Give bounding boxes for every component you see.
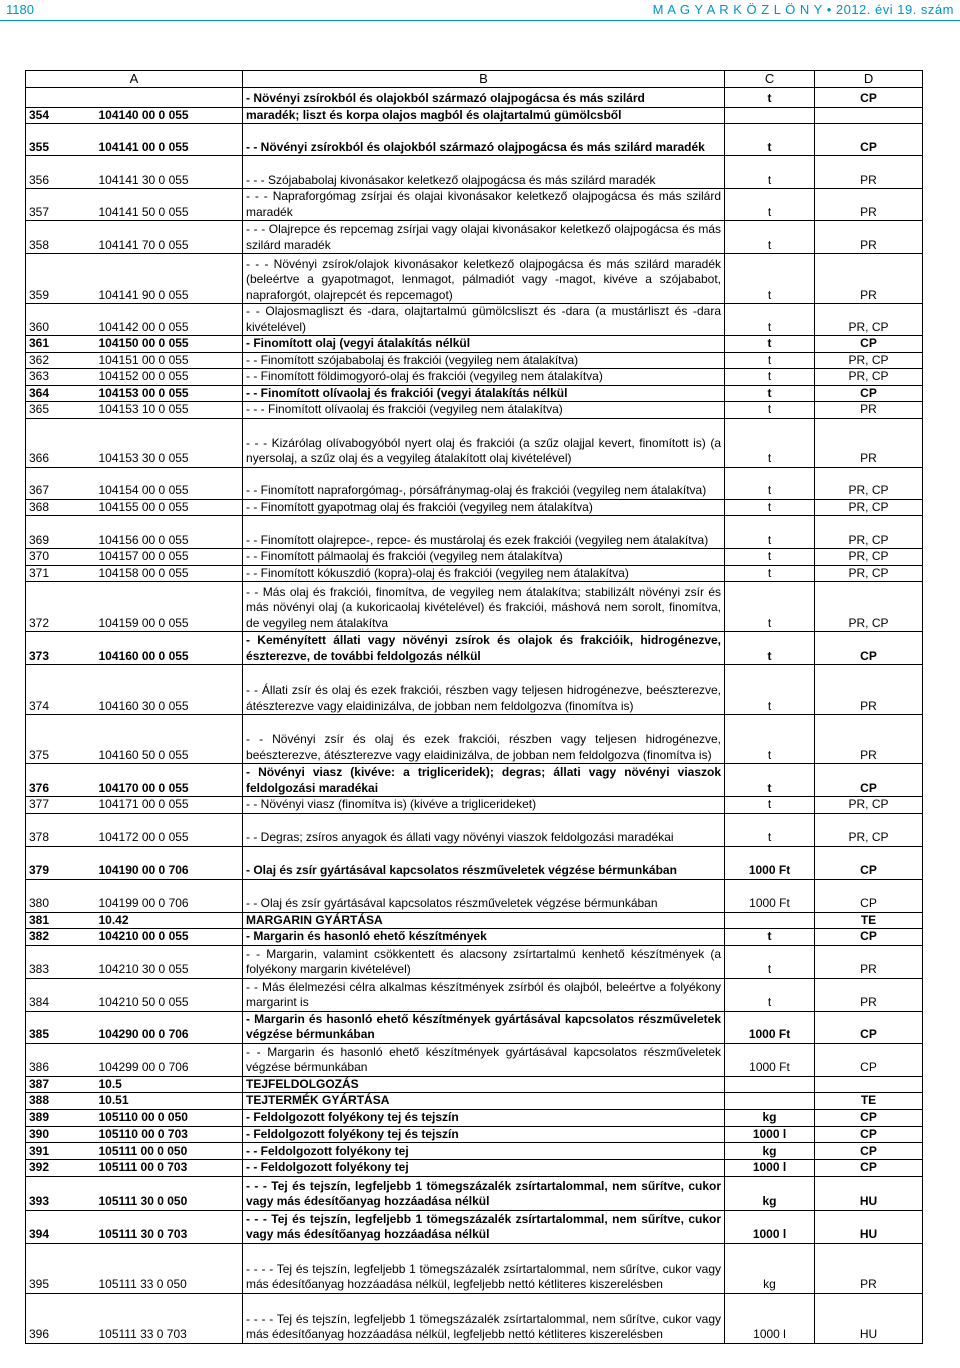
unit-of-measure: t — [725, 156, 815, 189]
unit-of-measure — [725, 1076, 815, 1093]
unit-of-measure: t — [725, 221, 815, 254]
product-description: MARGARIN GYÁRTÁSA — [243, 912, 725, 929]
row-number: 367 — [26, 467, 96, 499]
product-description: - - Finomított olajrepce-, repce- és mustárolaj és ezek frakciói (vegyileg nem átalakítva) — [243, 516, 725, 549]
survey-tag — [815, 1076, 923, 1093]
product-description: - Növényi viasz (kivéve: a trigliceridek); degras; állati vagy növényi viaszok feldolgozási maradékai — [243, 764, 725, 797]
unit-of-measure — [725, 912, 815, 929]
row-number: 374 — [26, 665, 96, 715]
running-title: M A G Y A R K Ö Z L Ö N Y • 2012. évi 19. szám — [652, 2, 954, 17]
row-number: 360 — [26, 304, 96, 336]
product-code: 105111 30 0 703 — [96, 1210, 243, 1243]
unit-of-measure: 1000 Ft — [725, 1011, 815, 1043]
unit-of-measure: t — [725, 813, 815, 846]
survey-tag: PR, CP — [815, 797, 923, 814]
table-row — [26, 1160, 923, 1177]
survey-tag: TE — [815, 1093, 923, 1110]
table-row — [26, 582, 923, 632]
column-header-b: B — [243, 71, 725, 88]
table-row — [26, 402, 923, 419]
survey-tag: PR — [815, 665, 923, 715]
row-number: 385 — [26, 1011, 96, 1043]
product-description: TEJTERMÉK GYÁRTÁSA — [243, 1093, 725, 1110]
unit-of-measure: 1000 l — [725, 1210, 815, 1243]
product-code: 104171 00 0 055 — [96, 797, 243, 814]
survey-tag: CP — [815, 879, 923, 912]
unit-of-measure: t — [725, 632, 815, 665]
table-row — [26, 929, 923, 946]
product-description: - Feldolgozott folyékony tej és tejszín — [243, 1109, 725, 1126]
survey-tag: PR — [815, 715, 923, 764]
product-code: 105111 30 0 050 — [96, 1176, 243, 1210]
unit-of-measure: 1000 Ft — [725, 846, 815, 879]
product-code: 104141 70 0 055 — [96, 221, 243, 254]
table-row — [26, 846, 923, 879]
row-number: 371 — [26, 565, 96, 582]
unit-of-measure: t — [725, 369, 815, 386]
product-code: 104151 00 0 055 — [96, 352, 243, 369]
product-description: - - Finomított szójababolaj és frakciói (vegyileg nem átalakítva) — [243, 352, 725, 369]
unit-of-measure: t — [725, 929, 815, 946]
unit-of-measure: t — [725, 565, 815, 582]
unit-of-measure: t — [725, 402, 815, 419]
row-number: 386 — [26, 1043, 96, 1076]
survey-tag: CP — [815, 632, 923, 665]
survey-tag: CP — [815, 124, 923, 156]
product-description: - Feldolgozott folyékony tej és tejszín — [243, 1126, 725, 1143]
survey-tag: CP — [815, 1011, 923, 1043]
product-code-table — [25, 70, 923, 1344]
survey-tag: CP — [815, 336, 923, 353]
row-number: 379 — [26, 846, 96, 879]
table-row — [26, 1293, 923, 1343]
unit-of-measure: t — [725, 418, 815, 467]
row-number: 384 — [26, 978, 96, 1011]
table-row — [26, 254, 923, 304]
table-row — [26, 352, 923, 369]
product-description: - - Degras; zsíros anyagok és állati vagy növényi viaszok feldolgozási maradékai — [243, 813, 725, 846]
product-description: - Margarin és hasonló ehető készítmények gyártásával kapcsolatos részműveletek végzése bérmunkában — [243, 1011, 725, 1043]
product-code: 104158 00 0 055 — [96, 565, 243, 582]
column-header-row — [26, 71, 923, 88]
product-description: - Margarin és hasonló ehető készítmények — [243, 929, 725, 946]
product-description: TEJFELDOLGOZÁS — [243, 1076, 725, 1093]
survey-tag: CP — [815, 87, 923, 107]
row-number: 369 — [26, 516, 96, 549]
product-code: 104141 00 0 055 — [96, 124, 243, 156]
survey-tag: PR — [815, 402, 923, 419]
product-code: 104141 50 0 055 — [96, 189, 243, 221]
product-description: - - Más élelmezési célra alkalmas készítmények zsírból és olajból, beleértve a folyékony margarint is — [243, 978, 725, 1011]
row-number: 383 — [26, 945, 96, 978]
product-code — [96, 87, 243, 107]
table-row — [26, 467, 923, 499]
product-description: - - Növényi zsírokból és olajokból származó olajpogácsa és más szilárd maradék — [243, 124, 725, 156]
product-code: 10.42 — [96, 912, 243, 929]
row-number: 361 — [26, 336, 96, 353]
row-number: 359 — [26, 254, 96, 304]
product-code: 104159 00 0 055 — [96, 582, 243, 632]
table-row — [26, 1109, 923, 1126]
row-number: 356 — [26, 156, 96, 189]
survey-tag: PR — [815, 978, 923, 1011]
product-description: - - Finomított gyapotmag olaj és frakciói (vegyileg nem átalakítva) — [243, 499, 725, 516]
product-description: - - Más olaj és frakciói, finomítva, de vegyileg nem átalakítva; stabilizált növényi zsír és más növényi olaj (a kukoricaolaj kivételével) és frakciói, máshová nem sorolt, finomítva, de vegyileg nem átalakítva — [243, 582, 725, 632]
survey-tag: PR, CP — [815, 582, 923, 632]
table-row — [26, 879, 923, 912]
unit-of-measure: kg — [725, 1109, 815, 1126]
survey-tag: PR — [815, 254, 923, 304]
product-description: - - Margarin, valamint csökkentett és alacsony zsírtartalmú kenhető készítmények (a folyékony margarin kivételével) — [243, 945, 725, 978]
table-row — [26, 1093, 923, 1110]
row-number: 372 — [26, 582, 96, 632]
row-number: 376 — [26, 764, 96, 797]
survey-tag: PR — [815, 1243, 923, 1293]
row-number: 370 — [26, 549, 96, 566]
unit-of-measure: 1000 Ft — [725, 879, 815, 912]
product-code: 104153 30 0 055 — [96, 418, 243, 467]
table-row — [26, 1243, 923, 1293]
product-description: - - Finomított napraforgómag-, pórsáfránymag-olaj és frakciói (vegyileg nem átalakítva) — [243, 467, 725, 499]
row-number: 382 — [26, 929, 96, 946]
survey-tag: CP — [815, 846, 923, 879]
table-row — [26, 945, 923, 978]
product-description: - Keményített állati vagy növényi zsírok és olajok és frakcióik, hidrogénezve, észterezve, de további feldolgozás nélkül — [243, 632, 725, 665]
row-number: 381 — [26, 912, 96, 929]
row-number: 394 — [26, 1210, 96, 1243]
product-description: - - - - Tej és tejszín, legfeljebb 1 tömegszázalék zsírtartalommal, nem sűrítve, cukor vagy más édesítőanyag hozzáadása nélkül, legfeljebb nettó kétliteres kiszerelésben — [243, 1293, 725, 1343]
product-code: 105110 00 0 703 — [96, 1126, 243, 1143]
row-number: 380 — [26, 879, 96, 912]
unit-of-measure: kg — [725, 1176, 815, 1210]
unit-of-measure: t — [725, 385, 815, 402]
product-code: 104172 00 0 055 — [96, 813, 243, 846]
row-number: 377 — [26, 797, 96, 814]
survey-tag: HU — [815, 1293, 923, 1343]
table-row — [26, 1210, 923, 1243]
product-code: 104160 30 0 055 — [96, 665, 243, 715]
unit-of-measure — [725, 107, 815, 124]
product-description: - - Finomított kókuszdió (kopra)-olaj és frakciói (vegyileg nem átalakítva) — [243, 565, 725, 582]
unit-of-measure: t — [725, 797, 815, 814]
product-code: 105111 00 0 050 — [96, 1143, 243, 1160]
product-description: - - Olajosmagliszt és -dara, olajtartalmú gümölcsliszt és -dara (a mustárliszt és -dara kivételével) — [243, 304, 725, 336]
survey-tag: CP — [815, 1043, 923, 1076]
unit-of-measure: t — [725, 516, 815, 549]
table-row — [26, 221, 923, 254]
product-description: - - - Kizárólag olívabogyóból nyert olaj és frakciói (a szűz olajjal kevert, finomított is) (a nyersolaj, a szűz olaj és a vegyileg átalakított olaj kivételével) — [243, 418, 725, 467]
survey-tag: PR — [815, 418, 923, 467]
survey-tag: PR, CP — [815, 549, 923, 566]
product-description: - Növényi zsírokból és olajokból származó olajpogácsa és más szilárd — [243, 87, 725, 107]
row-number: 390 — [26, 1126, 96, 1143]
page-header — [0, 0, 960, 22]
row-number: 387 — [26, 1076, 96, 1093]
product-code: 10.5 — [96, 1076, 243, 1093]
row-number: 389 — [26, 1109, 96, 1126]
survey-tag: HU — [815, 1210, 923, 1243]
column-header-c: C — [725, 71, 815, 88]
product-code: 104210 50 0 055 — [96, 978, 243, 1011]
product-description: - - - Finomított olívaolaj és frakciói (vegyileg nem átalakítva) — [243, 402, 725, 419]
table-row — [26, 565, 923, 582]
table-row — [26, 813, 923, 846]
survey-tag: PR, CP — [815, 352, 923, 369]
product-description: - - - - Tej és tejszín, legfeljebb 1 tömegszázalék zsírtartalommal, nem sűrítve, cukor vagy más édesítőanyag hozzáadása nélkül, legfeljebb nettó kétliteres kiszerelésben — [243, 1243, 725, 1293]
row-number — [26, 87, 96, 107]
unit-of-measure: t — [725, 189, 815, 221]
table-row — [26, 632, 923, 665]
column-header-d: D — [815, 71, 923, 88]
product-description: - - Feldolgozott folyékony tej — [243, 1143, 725, 1160]
row-number: 358 — [26, 221, 96, 254]
product-description: - - - Szójababolaj kivonásakor keletkező olajpogácsa és más szilárd maradék — [243, 156, 725, 189]
unit-of-measure: kg — [725, 1143, 815, 1160]
row-number: 363 — [26, 369, 96, 386]
table-row — [26, 385, 923, 402]
product-code: 104170 00 0 055 — [96, 764, 243, 797]
product-code: 10.51 — [96, 1093, 243, 1110]
unit-of-measure: kg — [725, 1243, 815, 1293]
product-code: 104290 00 0 706 — [96, 1011, 243, 1043]
table-row — [26, 156, 923, 189]
survey-tag: CP — [815, 929, 923, 946]
row-number: 393 — [26, 1176, 96, 1210]
unit-of-measure: t — [725, 978, 815, 1011]
survey-tag: PR, CP — [815, 499, 923, 516]
row-number: 355 — [26, 124, 96, 156]
table-row — [26, 516, 923, 549]
table-row — [26, 797, 923, 814]
survey-tag: CP — [815, 385, 923, 402]
table-row — [26, 978, 923, 1011]
survey-tag: PR — [815, 945, 923, 978]
product-description: - - Állati zsír és olaj és ezek frakciói, részben vagy teljesen hidrogénezve, beészterezve, átészterezve vagy elaidinizálva, de jobban nem feldolgozva (finomítva is) — [243, 665, 725, 715]
product-code: 105110 00 0 050 — [96, 1109, 243, 1126]
header-rule — [0, 20, 960, 21]
table-row — [26, 549, 923, 566]
survey-tag: PR, CP — [815, 813, 923, 846]
survey-tag: PR — [815, 221, 923, 254]
product-description: - - Finomított olívaolaj és frakciói (vegyi átalakítás nélkül — [243, 385, 725, 402]
row-number: 391 — [26, 1143, 96, 1160]
row-number: 388 — [26, 1093, 96, 1110]
product-description: - - - Tej és tejszín, legfeljebb 1 tömegszázalék zsírtartalommal, nem sűrítve, cukor vagy más édesítőanyag hozzáadása nélkül — [243, 1176, 725, 1210]
product-code: 104299 00 0 706 — [96, 1043, 243, 1076]
row-number: 357 — [26, 189, 96, 221]
product-code: 104160 50 0 055 — [96, 715, 243, 764]
product-code: 104155 00 0 055 — [96, 499, 243, 516]
product-description: - Finomított olaj (vegyi átalakítás nélkül — [243, 336, 725, 353]
table-row — [26, 1043, 923, 1076]
row-number: 365 — [26, 402, 96, 419]
table-row — [26, 665, 923, 715]
product-code: 104150 00 0 055 — [96, 336, 243, 353]
product-code: 104141 30 0 055 — [96, 156, 243, 189]
product-description: - - Növényi zsír és olaj és ezek frakciói, részben vagy teljesen hidrogénezve, beészterezve, átészterezve vagy elaidinizálva, de jobban nem feldolgozva (finomítva is) — [243, 715, 725, 764]
survey-tag: CP — [815, 1109, 923, 1126]
table-row — [26, 715, 923, 764]
row-number: 395 — [26, 1243, 96, 1293]
unit-of-measure: t — [725, 715, 815, 764]
row-number: 366 — [26, 418, 96, 467]
table-row — [26, 189, 923, 221]
survey-tag: PR, CP — [815, 565, 923, 582]
product-code: 104190 00 0 706 — [96, 846, 243, 879]
unit-of-measure: t — [725, 549, 815, 566]
unit-of-measure: t — [725, 254, 815, 304]
unit-of-measure: 1000 l — [725, 1126, 815, 1143]
table-body — [26, 87, 923, 1343]
table-row — [26, 107, 923, 124]
product-code: 104210 00 0 055 — [96, 929, 243, 946]
table-row — [26, 1126, 923, 1143]
row-number: 368 — [26, 499, 96, 516]
product-code: 104153 00 0 055 — [96, 385, 243, 402]
unit-of-measure: 1000 l — [725, 1293, 815, 1343]
product-description: - - - Tej és tejszín, legfeljebb 1 tömegszázalék zsírtartalommal, nem sűrítve, cukor vagy más édesítőanyag hozzáadása nélkül — [243, 1210, 725, 1243]
row-number: 396 — [26, 1293, 96, 1343]
table-row — [26, 1143, 923, 1160]
table-row — [26, 499, 923, 516]
row-number: 362 — [26, 352, 96, 369]
table-row — [26, 369, 923, 386]
table-row — [26, 1176, 923, 1210]
table-row — [26, 304, 923, 336]
survey-tag: PR — [815, 189, 923, 221]
unit-of-measure: t — [725, 945, 815, 978]
table-row — [26, 912, 923, 929]
survey-tag: PR, CP — [815, 467, 923, 499]
unit-of-measure: t — [725, 87, 815, 107]
product-code: 104199 00 0 706 — [96, 879, 243, 912]
page-number: 1180 — [6, 2, 34, 17]
product-code: 104142 00 0 055 — [96, 304, 243, 336]
table-row — [26, 87, 923, 107]
survey-tag: PR, CP — [815, 516, 923, 549]
row-number: 354 — [26, 107, 96, 124]
unit-of-measure: t — [725, 124, 815, 156]
unit-of-measure: t — [725, 665, 815, 715]
product-description: - - - Olajrepce és repcemag zsírjai vagy olajai kivonásakor keletkező olajpogácsa és más szilárd maradék — [243, 221, 725, 254]
product-code: 104156 00 0 055 — [96, 516, 243, 549]
product-description: - - Finomított pálmaolaj és frakciói (vegyileg nem átalakítva) — [243, 549, 725, 566]
unit-of-measure: t — [725, 499, 815, 516]
product-description: - - Finomított földimogyoró-olaj és frakciói (vegyileg nem átalakítva) — [243, 369, 725, 386]
survey-tag: CP — [815, 1160, 923, 1177]
table-row — [26, 418, 923, 467]
product-description: maradék; liszt és korpa olajos magból és olajtartalmú gümölcsből — [243, 107, 725, 124]
table-row — [26, 1011, 923, 1043]
unit-of-measure: t — [725, 336, 815, 353]
product-description: - - Margarin és hasonló ehető készítmények gyártásával kapcsolatos részműveletek végzése bérmunkában — [243, 1043, 725, 1076]
survey-tag: PR, CP — [815, 304, 923, 336]
product-code: 105111 00 0 703 — [96, 1160, 243, 1177]
product-code: 104141 90 0 055 — [96, 254, 243, 304]
product-code: 104153 10 0 055 — [96, 402, 243, 419]
survey-tag: TE — [815, 912, 923, 929]
product-code: 104157 00 0 055 — [96, 549, 243, 566]
product-code: 105111 33 0 703 — [96, 1293, 243, 1343]
survey-tag: PR, CP — [815, 369, 923, 386]
row-number: 364 — [26, 385, 96, 402]
survey-tag: PR — [815, 156, 923, 189]
survey-tag: HU — [815, 1176, 923, 1210]
table-row — [26, 124, 923, 156]
unit-of-measure: t — [725, 304, 815, 336]
table-row — [26, 1076, 923, 1093]
product-description: - Olaj és zsír gyártásával kapcsolatos részműveletek végzése bérmunkában — [243, 846, 725, 879]
table-row — [26, 764, 923, 797]
product-description: - - Feldolgozott folyékony tej — [243, 1160, 725, 1177]
table-row — [26, 336, 923, 353]
unit-of-measure: 1000 l — [725, 1160, 815, 1177]
product-code: 104160 00 0 055 — [96, 632, 243, 665]
column-header-a: A — [26, 71, 243, 88]
product-description: - - Növényi viasz (finomítva is) (kivéve a triglicerideket) — [243, 797, 725, 814]
product-description: - - - Növényi zsírok/olajok kivonásakor keletkező olajpogácsa és más szilárd maradék (beleértve a gyapotmagot, lenmagot, pálmadiót vagy -magot, kivéve a szójababot, napraforgót, olajrepcét és repcemagot) — [243, 254, 725, 304]
row-number: 373 — [26, 632, 96, 665]
product-code: 104140 00 0 055 — [96, 107, 243, 124]
unit-of-measure: t — [725, 352, 815, 369]
survey-tag: CP — [815, 1126, 923, 1143]
unit-of-measure — [725, 1093, 815, 1110]
product-code: 104152 00 0 055 — [96, 369, 243, 386]
survey-tag: CP — [815, 1143, 923, 1160]
product-code: 105111 33 0 050 — [96, 1243, 243, 1293]
row-number: 378 — [26, 813, 96, 846]
survey-tag — [815, 107, 923, 124]
product-code: 104210 30 0 055 — [96, 945, 243, 978]
row-number: 375 — [26, 715, 96, 764]
unit-of-measure: t — [725, 764, 815, 797]
product-description: - - - Napraforgómag zsírjai és olajai kivonásakor keletkező olajpogácsa és más szilárd maradék — [243, 189, 725, 221]
product-description: - - Olaj és zsír gyártásával kapcsolatos részműveletek végzése bérmunkában — [243, 879, 725, 912]
unit-of-measure: t — [725, 467, 815, 499]
unit-of-measure: t — [725, 582, 815, 632]
product-code: 104154 00 0 055 — [96, 467, 243, 499]
unit-of-measure: 1000 Ft — [725, 1043, 815, 1076]
survey-tag: CP — [815, 764, 923, 797]
row-number: 392 — [26, 1160, 96, 1177]
